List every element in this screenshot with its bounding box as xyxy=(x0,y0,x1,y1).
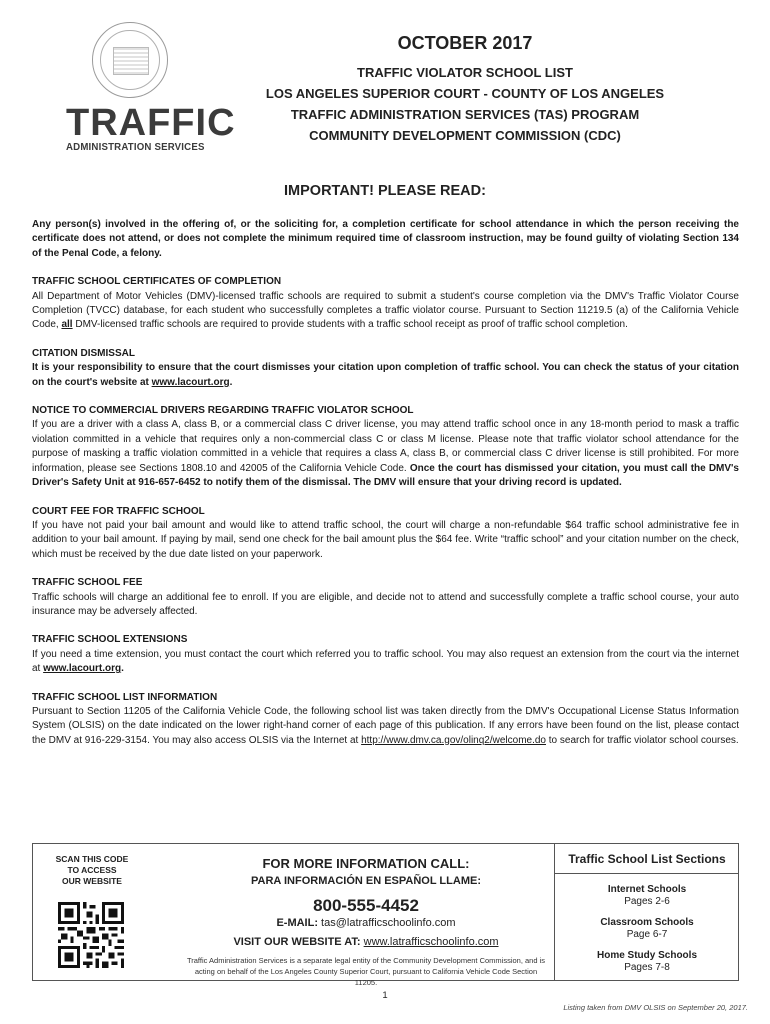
dmv-olsis-link[interactable]: http://www.dmv.ca.gov/olinq2/welcome.do xyxy=(361,734,546,746)
scan-line: TO ACCESS xyxy=(67,865,117,875)
important-heading: IMPORTANT! PLEASE READ: xyxy=(284,183,486,199)
document-header xyxy=(215,32,715,146)
notice-body xyxy=(32,218,739,748)
text-part: If you are a driver with a class A, class B, or a commercial class C driver license, you may attend traffic school once in any 18-month period to mask a traffic violation committed in a vehicle that requires only a non-commercial class C or class M license. Please note that traffic violator school attendance for the purpose of masking a traffic violation committed in a vehicle that requires a class A, class B, or commercial class C driver license is still prohibited. For more information, please see Sections 1808.10 and 42005 of the California Vehicle Code. xyxy=(32,419,739,474)
section-name: Home Study Schools xyxy=(596,950,697,961)
info-box xyxy=(32,843,739,987)
section-citation xyxy=(32,347,739,390)
header-line: TRAFFIC VIOLATOR SCHOOL LIST xyxy=(357,65,573,80)
section-heading: CITATION DISMISSAL xyxy=(32,347,135,359)
section-text xyxy=(32,705,739,748)
section-heading: TRAFFIC SCHOOL CERTIFICATES OF COMPLETION xyxy=(32,276,282,288)
section-school-fee xyxy=(32,576,739,619)
lacourt-link[interactable]: www.lacourt.org xyxy=(151,376,230,388)
website-link[interactable]: www.latrafficschoolinfo.com xyxy=(363,936,499,948)
spanish-heading: PARA INFORMACIÓN EN ESPAÑOL LLAME: xyxy=(251,875,481,887)
section-heading: TRAFFIC SCHOOL FEE xyxy=(32,577,143,589)
header-line: LOS ANGELES SUPERIOR COURT - COUNTY OF LOS ANGELES xyxy=(265,86,665,101)
section-pages: Pages 2-6 xyxy=(624,896,670,907)
seal-emblem xyxy=(113,47,149,75)
section-heading: NOTICE TO COMMERCIAL DRIVERS REGARDING TRAFFIC VIOLATOR SCHOOL xyxy=(32,405,414,417)
section-list-info xyxy=(32,691,739,749)
section-heading: COURT FEE FOR TRAFFIC SCHOOL xyxy=(32,505,205,517)
county-seal xyxy=(92,22,168,98)
qr-code-icon[interactable] xyxy=(58,902,124,968)
call-heading: FOR MORE INFORMATION CALL: xyxy=(262,856,470,871)
phone-number[interactable]: 800-555-4452 xyxy=(313,896,419,915)
email-line xyxy=(183,916,549,930)
text-part: . xyxy=(121,663,124,675)
text-part-bold: Once the court has dismissed your citation, you must call the DMV's Driver's Safety Unit at 916-657-6452 to notify them of the dismissal. The DMV will ensure that your driving record is updated. xyxy=(32,462,739,489)
lacourt-link[interactable]: www.lacourt.org xyxy=(43,663,122,675)
section-commercial-drivers xyxy=(32,404,739,490)
text-part: All Department of Motor Vehicles (DMV)-licensed traffic schools are required to submit a student's course completion via the DMV's Traffic Violator Course Completion (TVCC) database, for each student who successfully completes a traffic violator course. Pursuant to Section 11219.5 (a) of the California Vehicle Code, xyxy=(32,290,739,331)
section-text: If you have not paid your bail amount and would like to attend traffic school, the court will charge a non-refundable $64 traffic school administrative fee in addition to your bail amount. If paying by mail, send one check for the bail amount plus the $64 fee. Write “traffic school” and your citation number on the check, which must be received by the due date listed on your paperwork. xyxy=(32,519,739,560)
contact-info xyxy=(183,856,549,988)
section-text xyxy=(32,648,739,677)
section-pages: Pages 7-8 xyxy=(624,962,670,973)
section-entry xyxy=(555,950,739,974)
section-pages: Page 6-7 xyxy=(626,929,668,940)
listing-date: Listing taken from DMV OLSIS on September 20, 2017. xyxy=(563,1003,748,1012)
website-line xyxy=(183,935,549,949)
section-entry xyxy=(555,884,739,908)
text-part: to search for traffic violator school courses. xyxy=(546,734,739,746)
section-heading: TRAFFIC SCHOOL LIST INFORMATION xyxy=(32,691,218,703)
email-address[interactable]: tas@latrafficschoolinfo.com xyxy=(318,917,456,929)
section-text xyxy=(32,290,739,333)
section-certificates xyxy=(32,275,739,333)
scan-line: SCAN THIS CODE xyxy=(55,854,129,864)
section-text xyxy=(32,418,739,490)
text-part: If you need a time extension, you must contact the court which referred you to traffic school. You may also request an extension from the court via the internet at xyxy=(32,648,739,675)
header-line: TRAFFIC ADMINISTRATION SERVICES (TAS) PROGRAM xyxy=(290,107,640,122)
text-part: . xyxy=(229,376,233,388)
legal-note: Traffic Administration Services is a separate legal entity of the Community Development Commission, and is acting on behalf of the Los Angeles County Superior Court, pursuant to California Vehicle Code Section 11205. xyxy=(186,956,546,987)
section-text: Traffic schools will charge an additional fee to enroll. If you are eligible, and decide not to attend and successfully complete a traffic school course, your auto insurance may be adversely affected. xyxy=(32,591,739,617)
scan-caption xyxy=(47,854,137,887)
website-label: VISIT OUR WEBSITE AT: xyxy=(233,936,364,948)
section-heading: TRAFFIC SCHOOL EXTENSIONS xyxy=(32,634,188,646)
section-court-fee xyxy=(32,505,739,563)
section-name: Internet Schools xyxy=(607,884,687,895)
sections-rule xyxy=(555,873,739,874)
email-label: E-MAIL: xyxy=(276,917,318,929)
list-sections xyxy=(555,844,739,974)
scan-line: OUR WEBSITE xyxy=(62,876,122,886)
section-name: Classroom Schools xyxy=(600,917,694,928)
traffic-logo-subtitle: ADMINISTRATION SERVICES xyxy=(66,141,205,153)
section-text xyxy=(32,361,739,390)
sections-title: Traffic School List Sections xyxy=(568,852,726,866)
emphasis-all: all xyxy=(61,319,73,331)
page-number: 1 xyxy=(382,990,388,1001)
section-extensions xyxy=(32,633,739,676)
intro-paragraph: Any person(s) involved in the offering of, or the soliciting for, a completion certificate for school attendance in which the person receiving the certificate does not attend, or does not complete the minimum required time of classroom instruction, may be found guilty of violating Section 134 of the Penal Code, a felony. xyxy=(32,219,739,259)
header-month: OCTOBER 2017 xyxy=(397,33,533,53)
text-part: DMV-licensed traffic schools are required to provide students with a traffic school receipt as proof of traffic school completion. xyxy=(72,319,628,331)
text-part: Pursuant to Section 11205 of the California Vehicle Code, the following school list was taken directly from the DMV's Occupational License Status Information System (OLSIS) on the date indicated on the lower right-hand corner of each page of this publication. If any errors have been found on the list, please contact the DMV at 916-229-3154. You may also access OLSIS via the Internet at xyxy=(32,705,739,746)
section-entry xyxy=(555,917,739,941)
traffic-logo-word: TRAFFIC xyxy=(66,102,236,144)
header-line: COMMUNITY DEVELOPMENT COMMISSION (CDC) xyxy=(309,128,621,143)
text-part: It is your responsibility to ensure that the court dismisses your citation upon completion of traffic school. You can check the status of your citation on the court's website at xyxy=(32,362,739,388)
